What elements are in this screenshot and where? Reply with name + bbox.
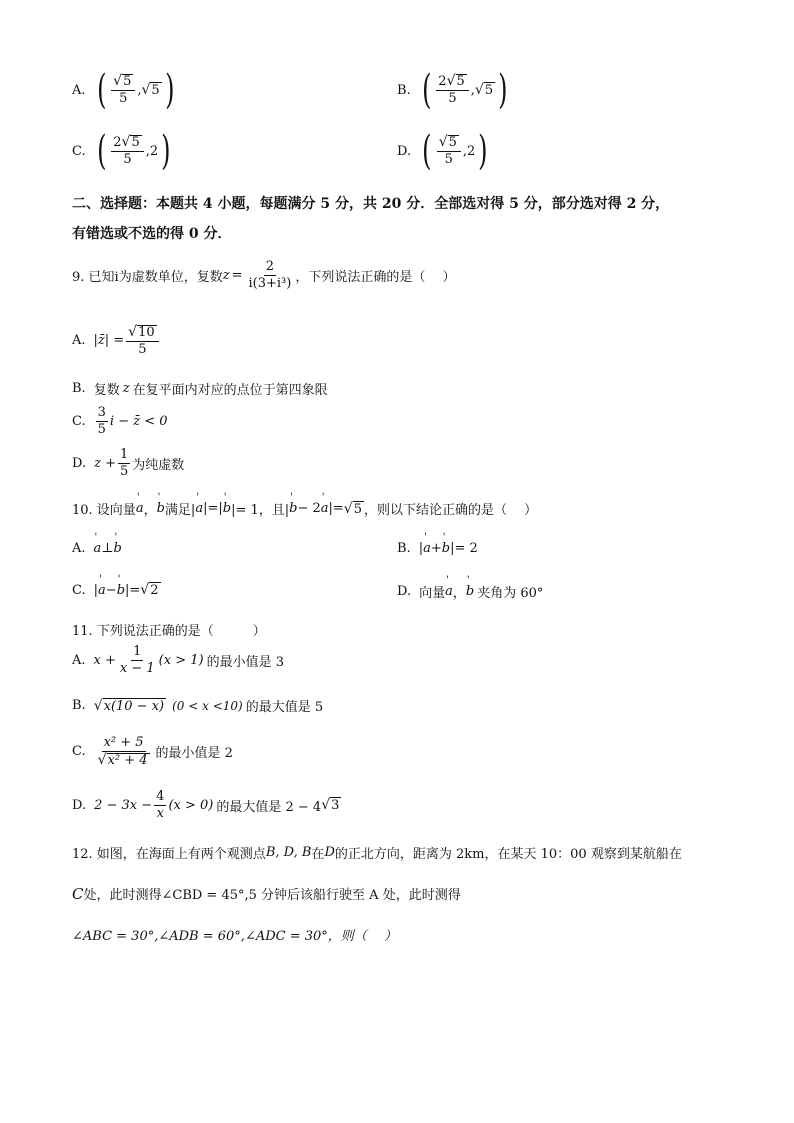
q9-option-a: A. |z̄| = $\frac{√10}{5}$ bbox=[72, 325, 161, 356]
fraction: $\frac{2√5}{5}$ bbox=[436, 74, 468, 105]
q8-option-a: A. ( $\frac{√5}{5}$ , √ 5 ) bbox=[72, 67, 175, 113]
fraction: $\frac{2}{\text{i(3+i³)}}$ bbox=[248, 259, 292, 291]
fraction: $\frac{√5}{5}$ bbox=[437, 135, 461, 166]
q8-option-d: D. ( $\frac{√5}{5}$ ,2 ) bbox=[397, 128, 488, 174]
q9-option-b: B. 复数 z 在复平面内对应的点位于第四象限 bbox=[72, 381, 328, 398]
section-heading-line1: 二、选择题：本题共 4 小题，每题满分 5 分，共 20 分．全部选对得 5 分，部分选对得 2 分， bbox=[72, 196, 670, 212]
fraction: $\frac{4}{x}$ bbox=[156, 789, 165, 821]
q12-stem-line2: C 处，此时测得∠CBD = 45°,5 分钟后该船行驶至 A 处，此时测得 bbox=[72, 884, 461, 903]
q9-option-d: D. z + $\frac{1}{5}$ 为纯虚数 bbox=[72, 447, 185, 479]
q8-option-c: C. ( $\frac{2√5}{5}$ ,2 ) bbox=[72, 128, 171, 174]
q11-option-b: B. √ x(10 − x) (0 < x <10) 的最大值是 5 bbox=[72, 697, 324, 715]
q12-stem-line3: ∠ABC = 30°,∠ADB = 60°,∠ADC = 30°，则（ ） bbox=[72, 929, 397, 944]
fraction: $\frac{√10}{5}$ bbox=[126, 325, 158, 356]
fraction: $\frac{\text{x² + 5}}{\text{√x² + 4}}$ bbox=[97, 735, 148, 768]
section-heading-line2: 有错选或不选的得 0 分． bbox=[72, 226, 232, 242]
q11-option-c: C. $\frac{\text{x² + 5}}{\text{√x² + 4}}$ 的最小值是 2 bbox=[72, 735, 233, 768]
q8-option-b: B. ( $\frac{2√5}{5}$ , √ 5 ) bbox=[397, 67, 508, 113]
fraction: $\frac{2√5}{5}$ bbox=[111, 135, 143, 166]
option-label: A. bbox=[72, 82, 86, 98]
q10-option-d: D. 向量 ' a ， ' b 夹角为 60° bbox=[397, 582, 543, 601]
q12-stem-line1: 12. 如图，在海面上有两个观测点 B, D, B 在 D 的正北方向，距离为 2km，在某天 10：00 观察到某航船在 bbox=[72, 845, 682, 862]
fraction: $\frac{1}{5}$ bbox=[119, 447, 129, 479]
q11-stem: 11. 下列说法正确的是（ ） bbox=[72, 624, 266, 639]
option-label: B. bbox=[397, 82, 411, 98]
q9-stem: 9. 已知i为虚数单位，复数 z = $\frac{2}{\text{i(3+i³)}}$ ，下列说法正确的是（ ） bbox=[72, 259, 456, 291]
q11-option-d: D. 2 − 3x − $\frac{4}{x}$ (x > 0) 的最大值是 2 − 4 √ 3 bbox=[72, 789, 340, 821]
fraction: $\frac{√5}{5}$ bbox=[111, 74, 135, 105]
q10-option-b: B. | ' a + ' b |= 2 bbox=[397, 541, 478, 556]
fraction: $\frac{1}{x - 1}$ bbox=[119, 644, 155, 676]
q11-option-a: A. x + $\frac{1}{x - 1}$ (x > 1) 的最小值是 3 bbox=[72, 644, 284, 676]
q10-stem: 10. 设向量 ' a ， ' b 满足| ' a |=| ' b |= 1，且| ' b − 2 ' a |= √ 5 ，则以下结论正确的是（ ） bbox=[72, 499, 537, 518]
q10-option-c: C. | ' a − ' b |= √ 2 bbox=[72, 582, 161, 598]
fraction: $\frac{3}{5}$ bbox=[97, 405, 106, 437]
option-label: D. bbox=[397, 143, 412, 159]
option-label: C. bbox=[72, 143, 86, 159]
q10-option-a: A. ' a ⊥ ' b bbox=[72, 541, 122, 556]
q9-option-c: C. $\frac{3}{5}$ i − z̄ < 0 bbox=[72, 405, 168, 437]
